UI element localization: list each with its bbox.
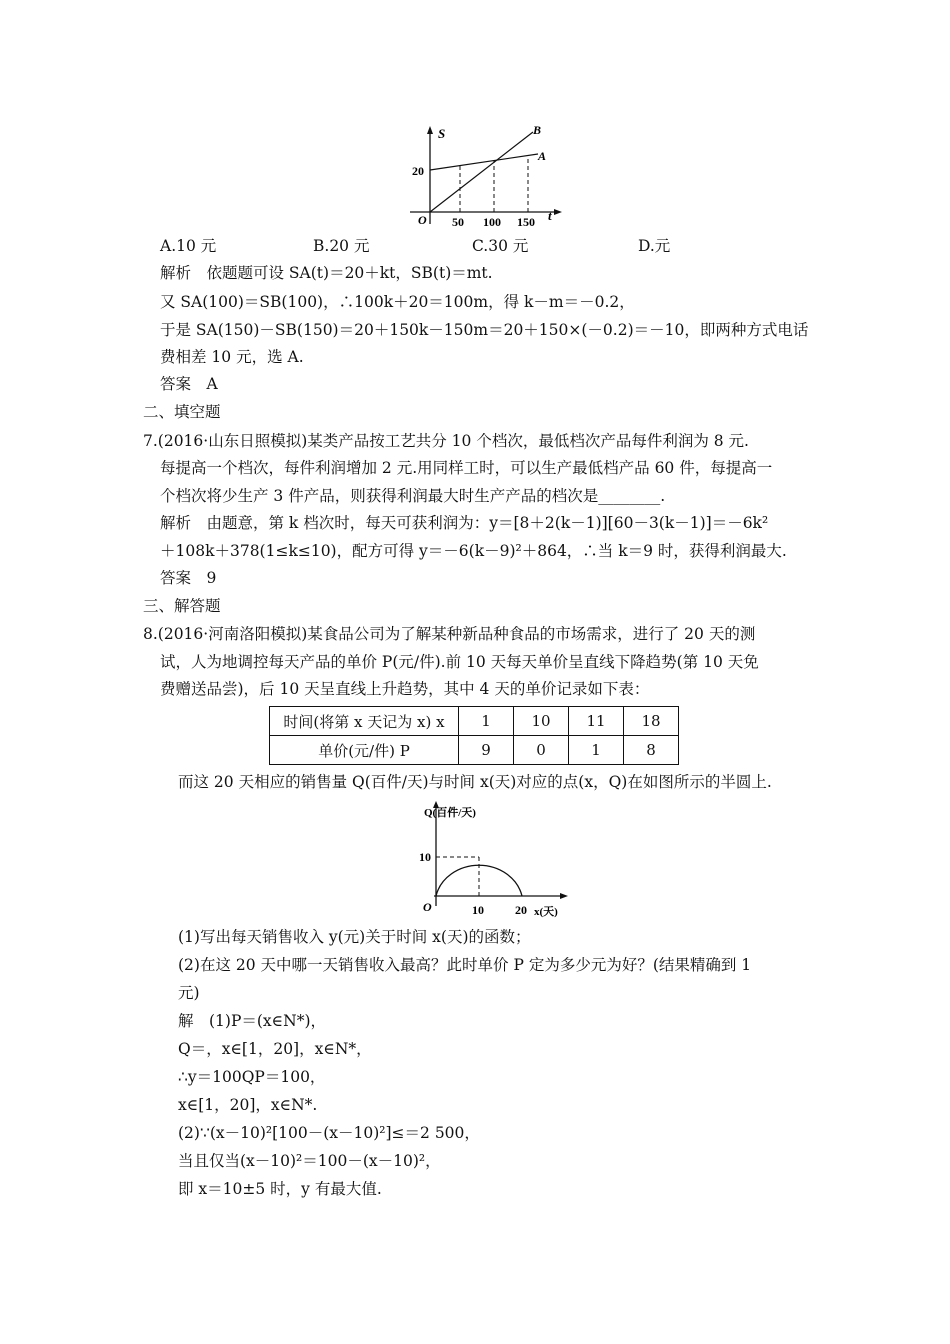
q7-text-line: 每提高一个档次，每件利润增加 2 元.用同样工时，可以生产最低档产品 60 件，每提高一 [160, 459, 773, 477]
y-tick-label: 10 [419, 850, 431, 864]
q8-solution-line: 即 x＝10±5 时，y 有最大值. [178, 1180, 382, 1198]
y-axis-label: S [438, 126, 446, 141]
table-cell: 8 [624, 736, 679, 765]
x-tick-label: 100 [483, 215, 501, 229]
y-tick-label: 20 [412, 164, 424, 178]
q6-answer: 答案 A [160, 375, 218, 393]
table-cell: 10 [514, 707, 569, 736]
q7-text-line: 7.(2016·山东日照模拟)某类产品按工艺共分 10 个档次，最低档次产品每件利润为 8 元. [143, 432, 749, 450]
figure-s-t-graph [408, 120, 568, 232]
q7-answer: 答案 9 [160, 569, 217, 587]
table-row-header: 单价(元/件) P [270, 736, 459, 765]
q6-analysis-line: 于是 SA(150)－SB(150)＝20＋150k－150m＝20＋150×(－0.2)＝－10，即两种方式电话 [160, 321, 809, 339]
q8-solution-line: 解 (1)P＝(x∈N*)， [178, 1012, 327, 1030]
q8-text-line: 试，人为地调控每天产品的单价 P(元/件).前 10 天每天单价呈直线下降趋势(第 10 天免 [160, 653, 759, 671]
origin-label: O [418, 213, 427, 227]
table-cell: 9 [459, 736, 514, 765]
section-heading: 三、解答题 [143, 597, 221, 615]
y-axis-label: Q(百件/天) [424, 807, 476, 819]
origin-label: O [423, 900, 432, 914]
q6-analysis-line: 费相差 10 元，选 A. [160, 348, 304, 366]
line-b-label: B [533, 123, 542, 137]
q8-solution-line: ∴y＝100QP＝100， [178, 1068, 326, 1086]
table-cell: 1 [459, 707, 514, 736]
line-a [430, 154, 538, 170]
q7-analysis-line: 解析 由题意，第 k 档次时，每天可获利润为：y＝[8＋2(k－1)][60－3(k－1)]＝－6k² [160, 514, 769, 532]
price-table [269, 706, 679, 765]
x-axis-label: x(天) [534, 906, 558, 918]
q7-analysis-line: ＋108k＋378(1≤k≤10)，配方可得 y＝－6(k－9)²＋864，∴当 k＝9 时，获得利润最大. [160, 542, 787, 560]
q7-text-line: 个档次将少生产 3 件产品，则获得利润最大时生产产品的档次是________. [160, 487, 666, 505]
table-cell: 11 [569, 707, 624, 736]
table-row [270, 736, 679, 765]
x-tick-label: 150 [517, 215, 535, 229]
q8-text-line: 8.(2016·河南洛阳模拟)某食品公司为了解某种新品种食品的市场需求，进行了 20 天的测 [143, 625, 756, 643]
q6-analysis-line: 又 SA(100)＝SB(100)，∴100k＋20＝100m，得 k－m＝－0.2， [160, 293, 635, 311]
q8-solution-line: 当且仅当(x－10)²＝100－(x－10)²， [178, 1152, 441, 1170]
x-axis-label: t [548, 208, 552, 223]
table-row-header: 时间(将第 x 天记为 x) x [270, 707, 459, 736]
line-b [430, 132, 533, 212]
table-cell: 1 [569, 736, 624, 765]
q8-subquestion: (2)在这 20 天中哪一天销售收入最高？此时单价 P 定为多少元为好？(结果精确到 1 [178, 956, 752, 974]
x-tick-label: 50 [452, 215, 464, 229]
q8-subquestion: 元) [178, 984, 200, 1002]
section-heading: 二、填空题 [143, 403, 221, 421]
option-d: D.元 [638, 237, 671, 255]
q8-text-line: 费赠送品尝)，后 10 天呈直线上升趋势，其中 4 天的单价记录如下表： [160, 680, 650, 698]
table-row [270, 707, 679, 736]
q8-subquestion: (1)写出每天销售收入 y(元)关于时间 x(天)的函数； [178, 928, 531, 946]
option-c: C.30 元 [472, 237, 529, 255]
table-cell: 0 [514, 736, 569, 765]
line-a-label: A [538, 149, 547, 163]
q8-solution-line: (2)∵(x－10)²[100－(x－10)²]≤＝2 500， [178, 1124, 480, 1142]
q8-solution-line: Q＝，x∈[1，20]，x∈N*， [178, 1040, 372, 1058]
figure-semicircle-graph [416, 800, 576, 920]
q8-text-line: 而这 20 天相应的销售量 Q(百件/天)与时间 x(天)对应的点(x，Q)在如图所示的半圆上. [178, 773, 772, 791]
option-a: A.10 元 [160, 237, 217, 255]
x-tick-label: 20 [515, 903, 527, 917]
option-b: B.20 元 [313, 237, 370, 255]
table-cell: 18 [624, 707, 679, 736]
q6-analysis-line: 解析 依题题可设 SA(t)＝20＋kt，SB(t)＝mt. [160, 264, 493, 282]
x-tick-label: 10 [472, 903, 484, 917]
q8-solution-line: x∈[1，20]，x∈N*. [178, 1096, 318, 1114]
